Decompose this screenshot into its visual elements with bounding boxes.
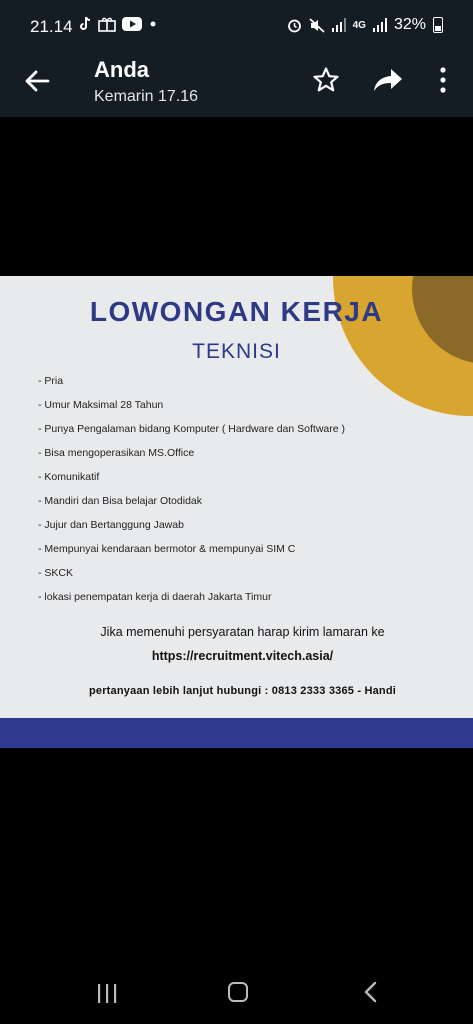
dot-icon xyxy=(148,19,158,29)
star-icon[interactable] xyxy=(312,66,340,94)
apply-instruction: Jika memenuhi persyaratan harap kirim lamaran ke xyxy=(100,625,385,639)
list-item: - Umur Maksimal 28 Tahun xyxy=(38,399,164,411)
recents-icon[interactable] xyxy=(96,984,118,1003)
network-type: 4G xyxy=(352,19,366,31)
list-item: - SKCK xyxy=(38,567,74,579)
tiktok-icon xyxy=(78,16,92,32)
poster-footer-band xyxy=(0,718,473,748)
apply-url: https://recruitment.vitech.asia/ xyxy=(151,649,334,663)
poster-title: LOWONGAN KERJA xyxy=(89,296,384,327)
message-timestamp: Kemarin 17.16 xyxy=(94,88,199,105)
contact-name: Anda xyxy=(94,57,149,82)
share-icon[interactable] xyxy=(372,66,404,94)
contact-info: pertanyaan lebih lanjut hubungi : 0813 2333 3365 - Handi xyxy=(88,685,397,697)
signal-icon-2 xyxy=(373,18,387,32)
navigation-bar xyxy=(0,960,473,1024)
status-bar xyxy=(0,0,473,52)
list-item: - Mempunyai kendaraan bermotor & mempunyai SIM C xyxy=(38,543,296,555)
gift-icon xyxy=(98,16,116,32)
alarm-icon xyxy=(287,18,302,33)
list-item: - Mandiri dan Bisa belajar Otodidak xyxy=(38,495,203,507)
battery-icon xyxy=(433,17,443,33)
requirements-list xyxy=(38,374,345,614)
notification-icons xyxy=(78,16,158,32)
list-item: - Jujur dan Bertanggung Jawab xyxy=(38,519,184,531)
job-poster-image[interactable] xyxy=(0,276,473,748)
list-item: - Pria xyxy=(38,375,64,387)
list-item: - Komunikatif xyxy=(38,471,100,483)
home-icon[interactable] xyxy=(228,982,248,1002)
signal-icon xyxy=(332,18,346,32)
back-button[interactable] xyxy=(22,66,52,96)
system-icons xyxy=(287,16,443,34)
list-item: - Punya Pengalaman bidang Komputer ( Hardware dan Software ) xyxy=(38,423,346,435)
status-time: 21.14 xyxy=(30,17,73,36)
battery-percent: 32% xyxy=(393,16,426,33)
nav-back-icon[interactable] xyxy=(362,981,378,1003)
list-item: - Bisa mengoperasikan MS.Office xyxy=(38,447,195,459)
youtube-icon xyxy=(122,17,142,31)
app-bar xyxy=(0,52,473,117)
list-item: - lokasi penempatan kerja di daerah Jakarta Timur xyxy=(38,591,272,603)
mute-icon xyxy=(309,18,325,33)
poster-subtitle: TEKNISI xyxy=(192,340,281,363)
more-vertical-icon[interactable] xyxy=(432,65,454,95)
